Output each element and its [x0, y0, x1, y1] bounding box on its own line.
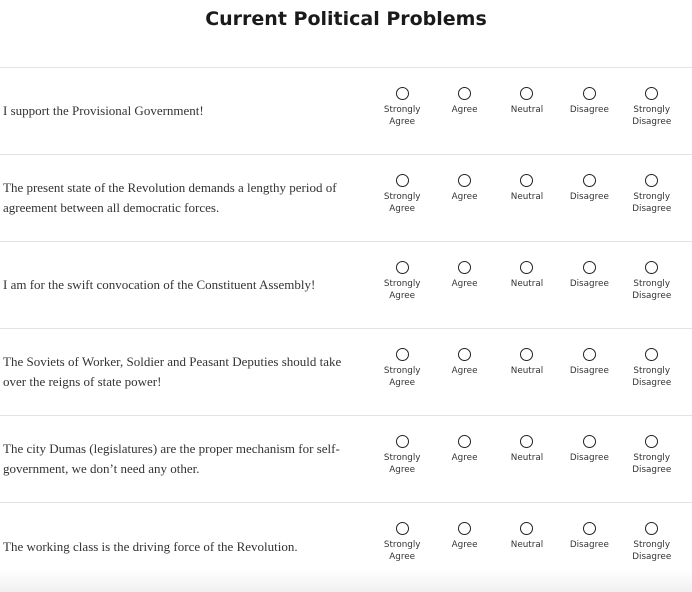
- option-label: Strongly Disagree: [632, 105, 672, 127]
- radio-button[interactable]: [396, 261, 409, 274]
- radio-button[interactable]: [520, 435, 533, 448]
- radio-button[interactable]: [520, 174, 533, 187]
- question-text: The present state of the Revolution demands a lengthy period of agreement between all democratic forces.: [3, 180, 337, 215]
- option-label: Disagree: [569, 540, 609, 550]
- radio-button[interactable]: [583, 522, 596, 535]
- option-label: Strongly Disagree: [632, 192, 672, 214]
- option-label: Agree: [451, 540, 478, 550]
- option-label: Strongly Agree: [383, 540, 421, 562]
- question-text: The working class is the driving force of the Revolution.: [3, 538, 298, 554]
- option-agree[interactable]: [433, 261, 495, 302]
- option-neutral[interactable]: [496, 87, 558, 128]
- option-neutral[interactable]: [496, 435, 558, 476]
- radio-button[interactable]: [583, 348, 596, 361]
- option-label: Neutral: [510, 105, 544, 115]
- survey-table: [0, 67, 692, 590]
- option-strongly-disagree[interactable]: [621, 174, 683, 215]
- radio-button[interactable]: [583, 87, 596, 100]
- page-title: Current Political Problems: [205, 8, 487, 30]
- option-disagree[interactable]: [558, 522, 620, 563]
- question-row: [0, 416, 692, 503]
- radio-button[interactable]: [520, 87, 533, 100]
- likert-options: [371, 261, 683, 302]
- likert-options: [371, 87, 683, 128]
- option-strongly-agree[interactable]: [371, 435, 433, 476]
- radio-button[interactable]: [520, 348, 533, 361]
- radio-button[interactable]: [396, 174, 409, 187]
- radio-button[interactable]: [645, 348, 658, 361]
- option-disagree[interactable]: [558, 174, 620, 215]
- question-text: I support the Provisional Government!: [3, 103, 204, 118]
- question-text: I am for the swift convocation of the Constituent Assembly!: [3, 277, 316, 292]
- option-label: Disagree: [569, 279, 609, 289]
- question-row: [0, 503, 692, 590]
- option-label: Disagree: [569, 366, 609, 376]
- radio-button[interactable]: [583, 435, 596, 448]
- radio-button[interactable]: [458, 261, 471, 274]
- option-label: Neutral: [510, 192, 544, 202]
- question-row: [0, 68, 692, 155]
- question-row: [0, 155, 692, 242]
- likert-options: [371, 174, 683, 215]
- option-neutral[interactable]: [496, 261, 558, 302]
- option-agree[interactable]: [433, 174, 495, 215]
- radio-button[interactable]: [645, 435, 658, 448]
- option-strongly-agree[interactable]: [371, 348, 433, 389]
- option-strongly-agree[interactable]: [371, 261, 433, 302]
- option-label: Neutral: [510, 453, 544, 463]
- radio-button[interactable]: [458, 522, 471, 535]
- option-label: Disagree: [569, 453, 609, 463]
- option-agree[interactable]: [433, 87, 495, 128]
- radio-button[interactable]: [396, 435, 409, 448]
- question-row: [0, 242, 692, 329]
- radio-button[interactable]: [645, 261, 658, 274]
- radio-button[interactable]: [645, 87, 658, 100]
- likert-options: [371, 435, 683, 476]
- radio-button[interactable]: [458, 174, 471, 187]
- option-agree[interactable]: [433, 348, 495, 389]
- option-label: Agree: [451, 453, 478, 463]
- option-disagree[interactable]: [558, 348, 620, 389]
- option-neutral[interactable]: [496, 174, 558, 215]
- option-disagree[interactable]: [558, 261, 620, 302]
- option-label: Strongly Agree: [383, 453, 421, 475]
- option-label: Strongly Agree: [383, 366, 421, 388]
- radio-button[interactable]: [583, 261, 596, 274]
- option-strongly-agree[interactable]: [371, 174, 433, 215]
- likert-options: [371, 522, 683, 563]
- option-strongly-agree[interactable]: [371, 87, 433, 128]
- radio-button[interactable]: [520, 261, 533, 274]
- option-label: Agree: [451, 192, 478, 202]
- option-strongly-disagree[interactable]: [621, 261, 683, 302]
- option-disagree[interactable]: [558, 87, 620, 128]
- radio-button[interactable]: [396, 522, 409, 535]
- option-agree[interactable]: [433, 522, 495, 563]
- option-label: Strongly Agree: [383, 192, 421, 214]
- option-strongly-disagree[interactable]: [621, 87, 683, 128]
- radio-button[interactable]: [458, 435, 471, 448]
- radio-button[interactable]: [645, 522, 658, 535]
- radio-button[interactable]: [458, 87, 471, 100]
- option-label: Strongly Disagree: [632, 366, 672, 388]
- option-label: Agree: [451, 105, 478, 115]
- option-label: Disagree: [569, 192, 609, 202]
- option-disagree[interactable]: [558, 435, 620, 476]
- option-label: Neutral: [510, 540, 544, 550]
- option-label: Strongly Disagree: [632, 540, 672, 562]
- question-text: The Soviets of Worker, Soldier and Peasant Deputies should take over the reigns of state power!: [3, 354, 342, 389]
- option-label: Strongly Disagree: [632, 453, 672, 475]
- option-neutral[interactable]: [496, 522, 558, 563]
- option-strongly-disagree[interactable]: [621, 348, 683, 389]
- radio-button[interactable]: [520, 522, 533, 535]
- option-strongly-disagree[interactable]: [621, 435, 683, 476]
- option-strongly-agree[interactable]: [371, 522, 433, 563]
- radio-button[interactable]: [645, 174, 658, 187]
- option-neutral[interactable]: [496, 348, 558, 389]
- option-label: Disagree: [569, 105, 609, 115]
- option-strongly-disagree[interactable]: [621, 522, 683, 563]
- radio-button[interactable]: [583, 174, 596, 187]
- option-agree[interactable]: [433, 435, 495, 476]
- question-row: [0, 329, 692, 416]
- option-label: Strongly Disagree: [632, 279, 672, 301]
- option-label: Strongly Agree: [383, 279, 421, 301]
- option-label: Strongly Agree: [383, 105, 421, 127]
- radio-button[interactable]: [396, 348, 409, 361]
- radio-button[interactable]: [458, 348, 471, 361]
- radio-button[interactable]: [396, 87, 409, 100]
- option-label: Neutral: [510, 279, 544, 289]
- option-label: Agree: [451, 279, 478, 289]
- option-label: Agree: [451, 366, 478, 376]
- option-label: Neutral: [510, 366, 544, 376]
- likert-options: [371, 348, 683, 389]
- question-text: The city Dumas (legislatures) are the proper mechanism for self-government, we don’t need any other.: [3, 441, 340, 476]
